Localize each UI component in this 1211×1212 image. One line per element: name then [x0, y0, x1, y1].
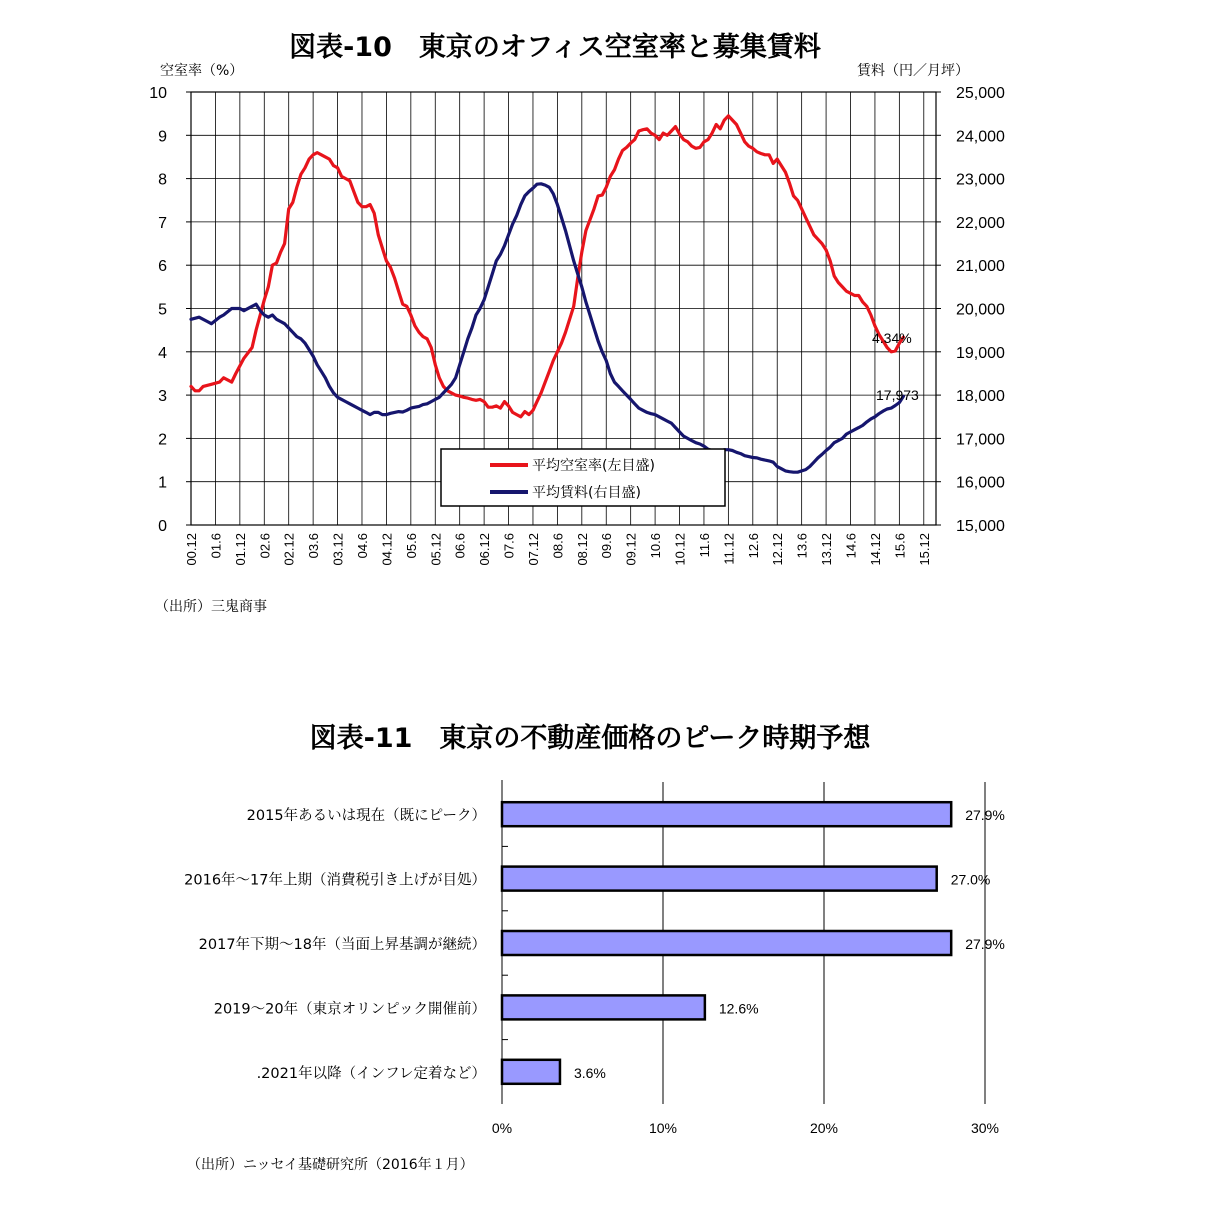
chart1-right-axis-label: 賃料（円／月坪） — [857, 63, 969, 79]
left-tick-label: 7 — [158, 214, 167, 232]
bar — [502, 1060, 560, 1084]
x-tick-label: 12.12 — [770, 533, 786, 566]
left-tick-label: 8 — [158, 171, 167, 189]
x-tick-label: 0% — [491, 1120, 513, 1136]
x-tick-label: 11.6 — [696, 533, 712, 558]
x-tick-label: 08.12 — [574, 533, 590, 566]
right-tick-label: 22,000 — [956, 214, 1005, 232]
x-tick-label: 11.12 — [721, 533, 737, 565]
right-tick-label: 19,000 — [956, 344, 1005, 362]
bar-value-label: 27.0% — [950, 871, 991, 888]
category-label: 2015年あるいは現在（既にピーク） — [246, 808, 486, 825]
x-tick-label: 30% — [970, 1120, 1000, 1136]
x-tick-label: 10.12 — [672, 533, 688, 566]
bar-value-label: 27.9% — [965, 807, 1005, 824]
chart1-left-axis — [149, 85, 191, 535]
x-tick-label: 01.6 — [208, 533, 224, 559]
right-tick-label: 18,000 — [956, 388, 1005, 406]
x-tick-label: 03.6 — [306, 533, 322, 559]
vacancy-rate-line — [191, 116, 903, 417]
x-tick-label: 06.6 — [452, 533, 468, 559]
legend-vacancy-label: 平均空室率(左目盛) — [532, 458, 655, 474]
x-tick-label: 05.6 — [403, 533, 419, 559]
vacancy-end-annotation: 4.34% — [872, 330, 912, 346]
bar — [502, 995, 705, 1019]
x-tick-label: 14.6 — [843, 533, 859, 559]
right-tick-label: 21,000 — [956, 258, 1005, 276]
x-tick-label: 04.6 — [354, 533, 370, 559]
rent-end-annotation: 17,973 — [876, 387, 919, 403]
right-tick-label: 24,000 — [956, 128, 1005, 146]
left-tick-label: 9 — [158, 128, 167, 146]
category-label: 2019～20年（東京オリンピック開催前） — [213, 1001, 486, 1018]
left-tick-label: 10 — [149, 85, 167, 102]
category-label: 2017年下期～18年（当面上昇基調が継続） — [198, 937, 486, 953]
chart1-legend — [441, 449, 725, 506]
bar — [502, 931, 951, 955]
x-tick-label: 13.6 — [794, 533, 810, 559]
right-tick-label: 23,000 — [956, 171, 1005, 189]
left-tick-label: 3 — [158, 388, 167, 406]
x-tick-label: 07.12 — [525, 533, 541, 566]
bar — [502, 867, 937, 891]
x-tick-label: 15.6 — [892, 533, 908, 559]
chart2-x-axis — [492, 1120, 999, 1136]
chart1-source: （出所）三鬼商事 — [155, 599, 267, 615]
category-label: 2016年～17年上期（消費税引き上げが目処） — [184, 872, 486, 889]
x-tick-label: 05.12 — [428, 533, 444, 566]
x-tick-label: 13.12 — [819, 533, 835, 566]
x-tick-label: 02.12 — [281, 533, 297, 566]
right-tick-label: 17,000 — [956, 431, 1005, 449]
x-tick-label: 07.6 — [501, 533, 517, 559]
chart1-x-axis — [184, 533, 932, 566]
x-tick-label: 08.6 — [550, 533, 566, 559]
bar-value-label: 27.9% — [965, 936, 1005, 952]
x-tick-label: 10% — [648, 1120, 678, 1136]
bar-value-label: 12.6% — [718, 1000, 759, 1017]
bar-value-label: 3.6% — [573, 1064, 606, 1081]
bar — [502, 802, 951, 826]
x-tick-label: 14.12 — [867, 533, 883, 566]
chart1-right-axis — [936, 85, 1005, 535]
right-tick-label: 20,000 — [956, 301, 1005, 319]
x-tick-label: 09.6 — [599, 533, 615, 559]
x-tick-label: 03.12 — [330, 533, 346, 566]
x-tick-label: 09.12 — [623, 533, 639, 566]
left-tick-label: 1 — [158, 474, 167, 492]
left-tick-label: 2 — [158, 431, 167, 449]
right-tick-label: 16,000 — [956, 474, 1005, 492]
x-tick-label: 20% — [809, 1120, 839, 1136]
x-tick-label: 06.12 — [477, 533, 493, 566]
left-tick-label: 6 — [158, 258, 167, 276]
chart2-source: （出所）ニッセイ基礎研究所（2016年１月） — [187, 1157, 474, 1173]
right-tick-label: 25,000 — [956, 85, 1005, 102]
x-tick-label: 12.6 — [745, 533, 761, 559]
legend-rent-label: 平均賃料(右目盛) — [532, 485, 641, 501]
x-tick-label: 00.12 — [184, 533, 199, 566]
chart2-bars — [184, 802, 1005, 1084]
left-tick-label: 5 — [158, 301, 167, 319]
left-tick-label: 0 — [158, 518, 167, 535]
average-rent-line — [191, 184, 903, 472]
chart2-title: 図表-11 東京の不動産価格のピーク時期予想 — [309, 723, 871, 754]
x-tick-label: 01.12 — [232, 533, 248, 566]
x-tick-label: 04.12 — [379, 533, 395, 566]
chart1-title: 図表-10 東京のオフィス空室率と募集賃料 — [289, 32, 821, 63]
category-label: .2021年以降（インフレ定着など） — [256, 1065, 486, 1082]
left-tick-label: 4 — [158, 344, 167, 362]
chart1-left-axis-label: 空室率（%） — [160, 63, 244, 79]
x-tick-label: 02.6 — [257, 533, 273, 559]
x-tick-label: 10.6 — [648, 533, 664, 559]
chart1-series-group — [191, 116, 903, 472]
x-tick-label: 15.12 — [916, 533, 932, 566]
right-tick-label: 15,000 — [956, 518, 1005, 535]
